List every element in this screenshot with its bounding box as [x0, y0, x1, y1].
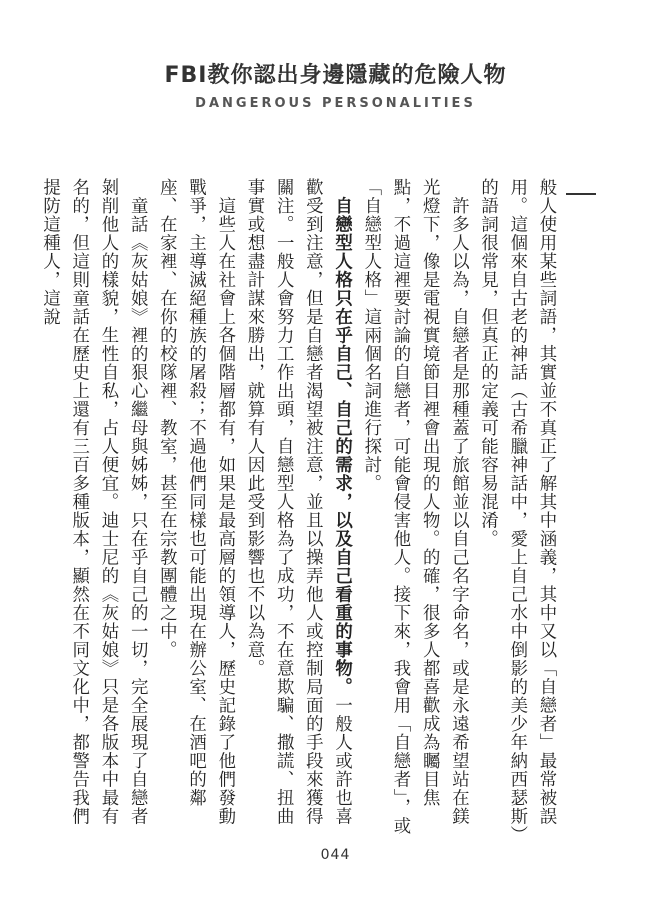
paragraph-2-text: 許多人以為，自戀者是那種蓋了旅館並以自己名字命名，或是永遠希望站在鎂光燈下，像是電視實境節目裡會出現的人物。的確，很多人都喜歡成為矚目焦點，不過這裡要討論的自戀者，可能會侵害他人。接下來，我會用「自戀者」，或「自戀型人格」這兩個名詞進行探討。 — [360, 178, 469, 836]
paragraph-4 — [151, 178, 239, 838]
paragraph-4-text: 這些人在社會上各個階層都有，如果是最高層的領導人，歷史記錄了他們發動戰爭，主導滅絕種族的屠殺；不過他們同樣也可能出現在辦公室、在酒吧的鄰座、在家裡、在你的校隊裡、教室，甚至在宗教團體之中。 — [156, 178, 235, 826]
paragraph-5-text: 童話《灰姑娘》裡的狠心繼母與姊姊，只在乎自己的一切，完全展現了自戀者剝削他人的樣貌，生性自私，占人便宜。迪士尼的《灰姑娘》只是各版本中最有名的，但這則童話在歷史上還有三百多種版本，顯然在不同文化中，都警告我們提防這種人，這說 — [39, 178, 148, 826]
page-number: 044 — [320, 847, 351, 863]
paragraph-2 — [356, 178, 473, 838]
paragraph-3-bold: 自戀型人格只在乎自己、自己的需求，以及自己看重的事物。 — [331, 196, 352, 696]
book-subtitle: DANGEROUS PERSONALITIES — [195, 96, 476, 111]
paragraph-1 — [472, 178, 560, 838]
paragraph-1-text: 般人使用某些詞語，其實並不真正了解其中涵義，其中又以「自戀者」最常被誤用。這個來自古老的神話（古希臘神話中，愛上自己水中倒影的美少年納西瑟斯）的語詞很常見，但真正的定義可能容易混淆。 — [477, 178, 556, 836]
paragraph-divider — [566, 193, 596, 195]
paragraph-3-text: 一般人或許也喜歡受到注意，但是自戀者渴望被注意，並且以操弄他人或控制局面的手段來獲得關注。一般人會努力工作出頭，自戀型人格為了成功，不在意欺騙、撒謊、扭曲事實或想盡計謀來勝出，就算有人因此受到影響也不以為意。 — [243, 178, 352, 826]
paragraph-3 — [239, 178, 356, 838]
body-text — [39, 178, 560, 838]
book-title: FBI教你認出身邊隱藏的危險人物 — [164, 63, 507, 88]
paragraph-5 — [34, 178, 151, 838]
